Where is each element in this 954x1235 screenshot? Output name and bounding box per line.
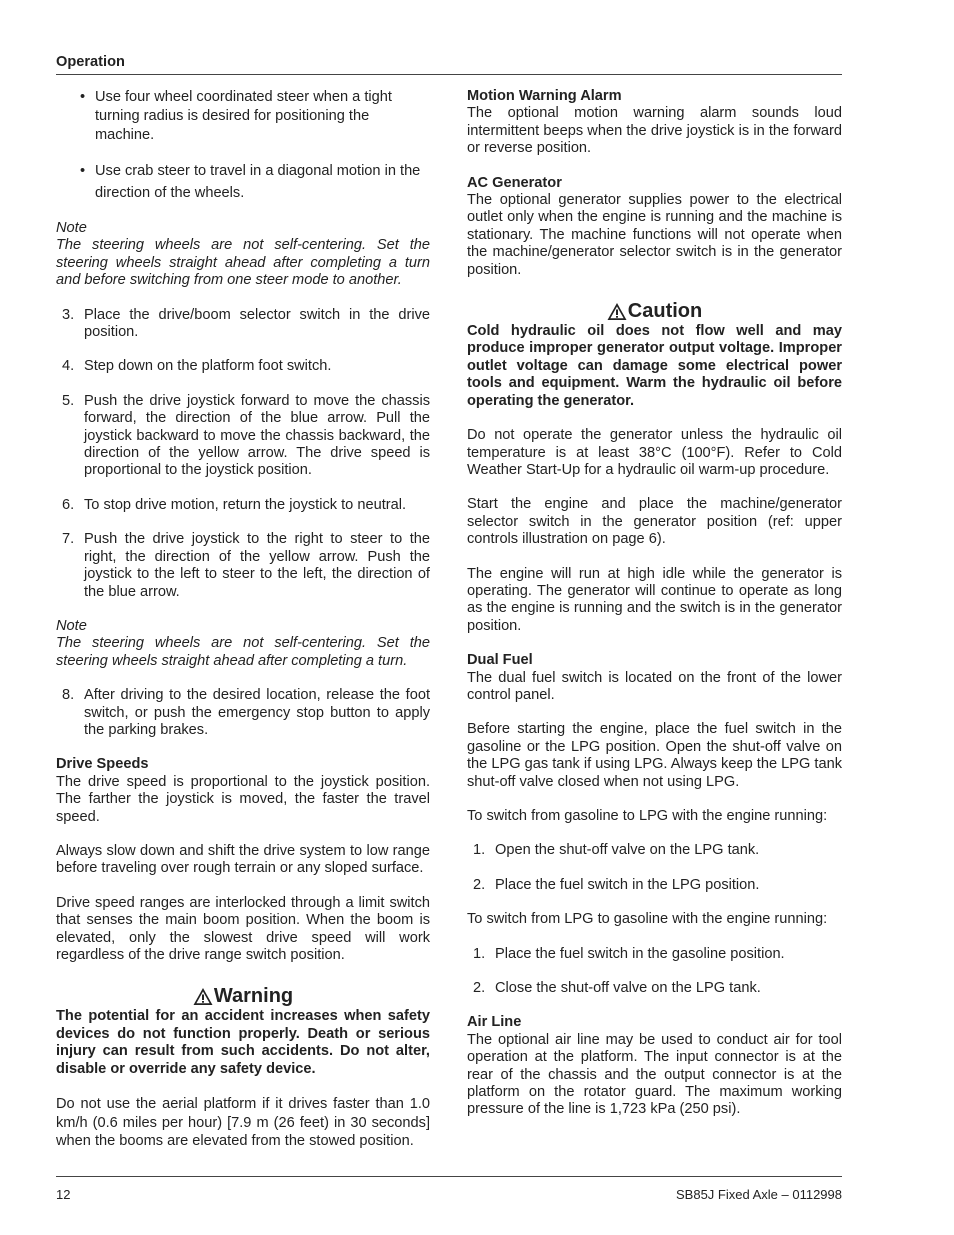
step-item [473,980,842,997]
ac-generator-heading: AC Generator [467,174,562,191]
paragraph: Do not use the aerial platform if it drives faster than 1.0 km/h (0.6 miles per hour) [7.9 m (26 feet) in 30 seconds] when the booms are elevated from the stowed position. [56,1096,430,1150]
step-item [62,531,430,601]
step-text: After driving to the desired location, release the foot switch, or push the emergency stop button to apply the parking brakes. [84,687,430,738]
caution-icon [607,302,627,321]
page-footer [56,1176,842,1207]
paragraph: Start the engine and place the machine/generator selector switch in the generator position (ref: upper controls illustration on page 6). [467,496,842,548]
paragraph: To switch from gasoline to LPG with the engine running: [467,808,828,824]
paragraph: The dual fuel switch is located on the front of the lower control panel. [467,669,842,703]
step-item [62,358,430,375]
list-item [80,88,430,145]
step-number: 1. [473,842,486,859]
paragraph: The optional air line may be used to conduct air for tool operation at the platform. The input connector is at the rear of the chassis and the output connector is at the platform on the rotator guard. The maximum working pressure of the line is 1,723 kPa (250 psi). [467,1031,842,1118]
bullet-text: Use crab steer to travel in a diagonal motion in the direction of the wheels. [95,163,421,201]
step-text: Open the shut-off valve on the LPG tank. [495,842,760,859]
step-item [62,687,430,739]
bullet-text: Use four wheel coordinated steer when a tight turning radius is desired for positioning the machine. [95,89,392,143]
document-id: SB85J Fixed Axle – 0112998 [676,1187,842,1202]
step-text: Place the drive/boom selector switch in the drive position. [84,306,430,341]
motion-alarm-heading: Motion Warning Alarm [467,88,622,104]
step-text: Place the fuel switch in the LPG position. [495,876,760,893]
step-item [473,877,842,894]
step-number: 3. [62,306,75,323]
paragraph: The engine will run at high idle while the generator is operating. The generator will continue to operate as long as the engine is running and the switch is in the generator position. [467,565,842,634]
note-text: The steering wheels are not self-centering. Set the steering wheels straight ahead after completing a turn. [56,635,430,669]
warning-label: Warning [213,985,294,1008]
step-text: Close the shut-off valve on the LPG tank. [495,980,761,997]
caution-text: Cold hydraulic oil does not flow well and may produce improper generator output voltage. Improper outlet voltage can damage some electrical power tools and equipment. Warm the hydraulic oil before operating the generator. [467,323,842,409]
step-item [62,497,430,514]
warning-text: The potential for an accident increases when safety devices do not function properly. Death or serious injury can result from such accidents. Do not alter, disable or override any safety device. [56,1008,430,1077]
paragraph: The drive speed is proportional to the joystick position. The farther the joystick is moved, the faster the travel speed. [56,773,430,825]
step-number: 7. [62,531,75,548]
step-number: 5. [62,392,75,409]
paragraph: Drive speed ranges are interlocked through a limit switch that senses the main boom position. When the boom is elevated, only the slowest drive speed will work regardless of the drive range switch position. [56,894,430,963]
step-number: 1. [473,945,486,962]
paragraph: Do not operate the generator unless the hydraulic oil temperature is at least 38°C (100°F). Refer to Cold Weather Start-Up for a hydraulic oil warm-up procedure. [467,427,842,478]
step-text: Place the fuel switch in the gasoline position. [495,945,785,962]
drive-speeds-heading: Drive Speeds [56,756,149,773]
step-item [473,842,842,859]
warning-title [56,984,430,1008]
paragraph: Before starting the engine, place the fuel switch in the gasoline or the LPG position. Open the shut-off valve on the LPG gas tank if using LPG. Always keep the LPG tank shut-off valve closed when not using LPG. [467,721,842,790]
step-text: To stop drive motion, return the joystick to neutral. [84,496,407,513]
bullet-mark: • [80,163,86,179]
step-text: Push the drive joystick to the right to steer to the right, the direction of the yellow arrow. Push the joystick to the left to steer to the left, the direction of the blue arrow. [84,531,430,600]
step-item [473,946,842,963]
page-header [56,52,842,75]
air-line-heading: Air Line [467,1014,522,1031]
left-column [56,88,430,1151]
note-text: The steering wheels are not self-centering. Set the steering wheels straight ahead after completing a turn and before switching from one steer mode to another. [56,237,430,289]
paragraph: The optional generator supplies power to the electrical outlet only when the engine is running and the machine is stationary. The machine functions will not operate when the machine/generator selector switch is in the generator position. [467,192,842,278]
step-number: 8. [62,687,75,704]
note-heading: Note [56,617,87,634]
step-number: 2. [473,980,486,997]
paragraph: Always slow down and shift the drive system to low range before traveling over rough terrain or any sloped surface. [56,842,430,877]
step-item [62,307,430,342]
step-item [62,393,430,480]
dual-fuel-heading: Dual Fuel [467,652,533,669]
caution-title [467,299,842,323]
paragraph: To switch from LPG to gasoline with the engine running: [467,911,828,928]
paragraph: The optional motion warning alarm sounds loud intermittent beeps when the drive joystick is in the forward or reverse position. [467,105,842,157]
note-heading: Note [56,220,87,236]
warning-icon [193,987,213,1006]
step-text: Push the drive joystick forward to move the chassis forward, the direction of the blue arrow. Pull the joystick backward to move the chassis backward, the direction of the yellow arrow. The drive speed is proportional to the joystick position. [84,392,430,479]
caution-label: Caution [627,300,703,323]
step-number: 2. [473,876,486,893]
bullet-mark: • [80,89,86,105]
list-item [80,160,430,204]
step-number: 6. [62,496,75,513]
page-number: 12 [56,1187,71,1202]
section-title: Operation [56,54,125,70]
right-column [467,88,842,1119]
step-number: 4. [62,358,75,375]
step-text: Step down on the platform foot switch. [84,358,332,375]
